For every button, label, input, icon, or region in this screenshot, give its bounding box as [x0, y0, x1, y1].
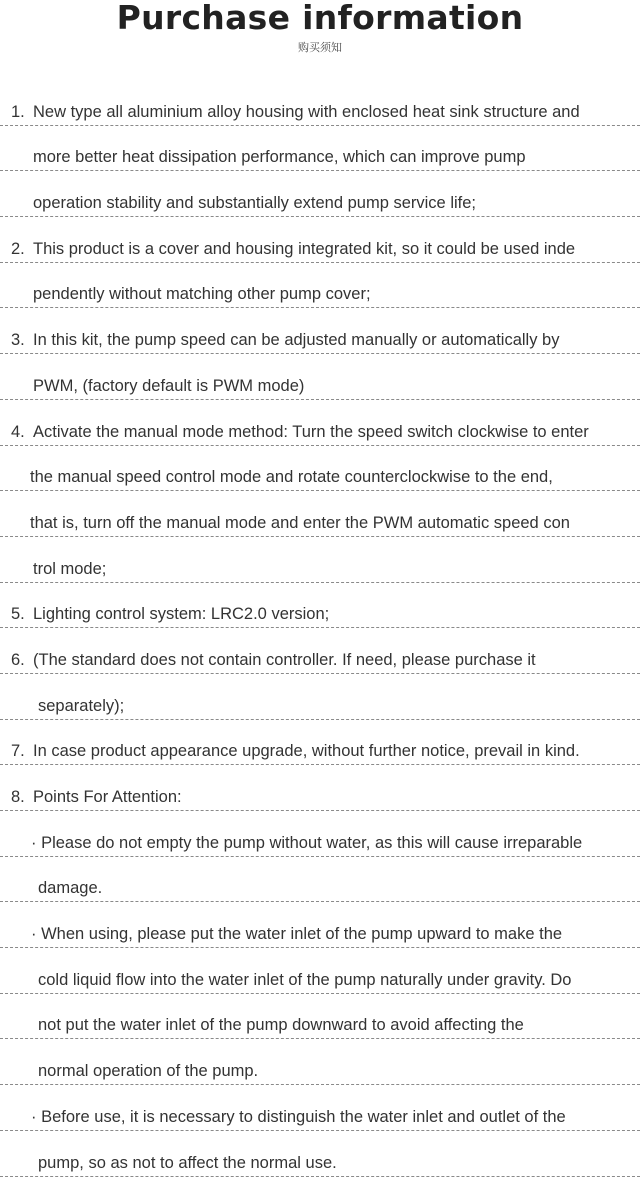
- item-number: 7.: [11, 742, 25, 761]
- attention-bullet-line: [0, 1131, 640, 1177]
- list-item-line: [0, 354, 640, 400]
- list-item-line: [0, 720, 640, 766]
- item-text: Points For Attention:: [33, 788, 182, 806]
- item-number: 3.: [11, 331, 25, 350]
- page-title: Purchase information: [116, 0, 524, 37]
- list-item-line: [0, 400, 640, 446]
- list-item-line: [0, 308, 640, 354]
- bullet-text: cold liquid flow into the water inlet of the pump naturally under gravity. Do: [38, 970, 572, 989]
- item-text: Lighting control system: LRC2.0 version;: [33, 605, 330, 624]
- item-text: pendently without matching other pump cover;: [33, 285, 371, 304]
- item-number: 4.: [11, 422, 25, 441]
- attention-bullet-line: [0, 994, 640, 1040]
- bullet-text: damage.: [38, 879, 103, 898]
- item-text: (The standard does not contain controller. If need, please purchase it: [33, 650, 536, 669]
- bullet-text: not put the water inlet of the pump downward to avoid affecting the: [38, 1016, 524, 1035]
- bullet-text: · When using, please put the water inlet of the pump upward to make the: [31, 925, 563, 944]
- item-text: the manual speed control mode and rotate counterclockwise to the end,: [30, 468, 553, 487]
- list-item-line: [0, 171, 640, 217]
- item-text: This product is a cover and housing integrated kit, so it could be used inde: [33, 239, 576, 258]
- bullet-text: · Please do not empty the pump without water, as this will cause irreparable: [31, 833, 583, 852]
- list-item-line: [0, 217, 640, 263]
- list-item-line: [0, 126, 640, 172]
- list-item-line: [0, 674, 640, 720]
- list-item-line: [0, 491, 640, 537]
- item-text: separately);: [38, 696, 125, 715]
- item-number: 2.: [11, 239, 25, 258]
- item-number: 1.: [11, 102, 25, 121]
- page-subtitle: 购买须知: [298, 41, 342, 54]
- item-number: 8.: [11, 788, 25, 806]
- attention-bullet-line: [0, 811, 640, 857]
- item-number: 5.: [11, 605, 25, 624]
- attention-bullet-line: [0, 1039, 640, 1085]
- item-text: New type all aluminium alloy housing with enclosed heat sink structure and: [33, 102, 580, 121]
- attention-bullet-line: [0, 857, 640, 903]
- notice-list: [0, 80, 640, 1177]
- item-text: In this kit, the pump speed can be adjusted manually or automatically by: [33, 331, 560, 350]
- list-item-line: [0, 628, 640, 674]
- list-item-line: [0, 446, 640, 492]
- item-text: In case product appearance upgrade, without further notice, prevail in kind.: [33, 742, 580, 761]
- item-text: more better heat dissipation performance, which can improve pump: [33, 148, 526, 167]
- bullet-text: · Before use, it is necessary to distinguish the water inlet and outlet of the: [31, 1107, 566, 1126]
- item-text: operation stability and substantially extend pump service life;: [33, 194, 476, 213]
- list-item-line: [0, 765, 640, 811]
- item-text: trol mode;: [33, 559, 107, 578]
- item-text: Activate the manual mode method: Turn the speed switch clockwise to enter: [33, 422, 589, 441]
- item-text: PWM, (factory default is PWM mode): [33, 376, 305, 395]
- list-item-line: [0, 583, 640, 629]
- item-number: 6.: [11, 650, 25, 669]
- item-text: that is, turn off the manual mode and enter the PWM automatic speed con: [30, 513, 570, 532]
- attention-bullet-line: [0, 902, 640, 948]
- bullet-text: normal operation of the pump.: [38, 1062, 259, 1081]
- list-item-line: [0, 537, 640, 583]
- list-item-line: [0, 80, 640, 126]
- attention-bullet-line: [0, 948, 640, 994]
- bullet-text: pump, so as not to affect the normal use.: [38, 1153, 337, 1172]
- attention-bullet-line: [0, 1085, 640, 1131]
- list-item-line: [0, 263, 640, 309]
